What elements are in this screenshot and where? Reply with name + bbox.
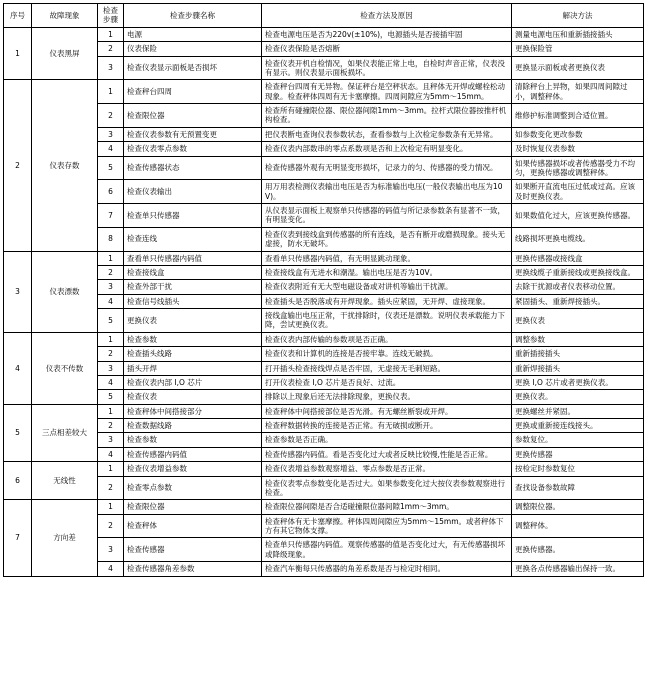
cell-step-name: 检查传感器角差参数 [124,562,262,576]
table-row [4,294,644,308]
cell-step-number: 5 [98,390,124,404]
cell-solution: 更换线缆子重新接线或更换接线盒。 [512,265,644,279]
row-group-fault: 无线性 [32,462,98,500]
table-row [4,80,644,104]
cell-solution: 维修护标准调整到合适位置。 [512,104,644,128]
col-header-fault: 故障现象 [32,4,98,28]
table-row [4,127,644,141]
cell-step-name: 查看单只传感器内码值 [124,251,262,265]
cell-step-name: 检查秤台四周 [124,80,262,104]
cell-check-method: 检查秤体有无卡塞摩擦。秤体四周间隙应为5mm～15mm。或者秤体下方有其它物体支撑。 [262,514,512,538]
row-group-fault: 三点相差较大 [32,404,98,462]
cell-check-method: 检查接线盒有无进水和潮湿。输出电压是否为10V。 [262,265,512,279]
row-group-fault: 方向差 [32,500,98,576]
cell-step-number: 2 [98,42,124,56]
col-header-solution: 解决方法 [512,4,644,28]
cell-solution: 如果数值化过大，应该更换传感器。 [512,204,644,228]
table-row [4,56,644,80]
cell-step-name: 检查零点参数 [124,476,262,500]
cell-step-name: 检查秤体 [124,514,262,538]
cell-step-name: 检查仪表输出 [124,180,262,204]
table-row [4,462,644,476]
cell-step-name: 检查秤体中间搭接部分 [124,404,262,418]
table-row [4,227,644,251]
cell-check-method: 检查插头是否脱落或有开焊现象。插头应紧固，无开焊、虚接现象。 [262,294,512,308]
cell-check-method: 检查仪表内部传输的参数项是否正确。 [262,332,512,346]
cell-check-method: 检查电源电压是否为220v(±10%)，电源插头是否接插牢固 [262,27,512,41]
cell-solution: 更换或重新接连线接头。 [512,419,644,433]
cell-solution: 清除秤台上异物，如果四周间隙过小，调整秤体。 [512,80,644,104]
cell-solution: 如参数变化更改参数 [512,127,644,141]
row-group-fault: 仪表存数 [32,80,98,251]
table-row [4,27,644,41]
cell-step-name: 检查仪表参数有无预置变更 [124,127,262,141]
cell-step-number: 4 [98,562,124,576]
cell-step-number: 1 [98,404,124,418]
cell-solution: 按检定时参数复位 [512,462,644,476]
cell-check-method: 检查限位器间隙是否合适碰撞限位器间隙1mm～3mm。 [262,500,512,514]
table-header [4,4,644,28]
cell-step-name: 检查插头线路 [124,347,262,361]
cell-check-method: 检查参数是否正确。 [262,433,512,447]
row-group-no: 5 [4,404,32,462]
cell-solution: 紧固插头、重新焊接插头。 [512,294,644,308]
cell-step-name: 检查数据线路 [124,419,262,433]
cell-step-name: 检查仪表增益参数 [124,462,262,476]
cell-check-method: 检查仪表和计算机的连接是否接牢靠。连线无破损。 [262,347,512,361]
cell-step-number: 5 [98,156,124,180]
cell-step-number: 2 [98,514,124,538]
col-header-no: 序号 [4,4,32,28]
cell-check-method: 检查汽车衡每只传感器的角差系数是否与检定时相同。 [262,562,512,576]
col-header-method: 检查方法及原因 [262,4,512,28]
row-group-no: 1 [4,27,32,80]
cell-check-method: 检查传感器内码值。看是否变化过大或者反映比较慢,性能是否正常。 [262,447,512,461]
cell-check-method: 检查仪表到接线盒到传感器的所有连线，是否有断开或磨损现象。接头无虚接，防水无破坏。 [262,227,512,251]
table-row [4,265,644,279]
table-row [4,42,644,56]
cell-step-name: 检查连线 [124,227,262,251]
cell-step-name: 检查仪表 [124,390,262,404]
row-group-fault: 仪表不传数 [32,332,98,404]
cell-solution: 线路损坏更换电缆线。 [512,227,644,251]
cell-solution: 更换 I,O 芯片或者更换仪表。 [512,375,644,389]
cell-step-name: 检查信号线插头 [124,294,262,308]
cell-check-method: 把仪表断电查询仪表参数状态，查看参数与上次检定参数条有无异常。 [262,127,512,141]
row-group-no: 2 [4,80,32,251]
cell-step-name: 检查单只传感器 [124,204,262,228]
cell-solution: 如果断开直流电压过低或过高。应该及时更换仪表。 [512,180,644,204]
cell-step-name: 检查限位器 [124,104,262,128]
cell-step-number: 3 [98,538,124,562]
cell-step-name: 检查仪表零点参数 [124,142,262,156]
cell-solution: 如果传感器损坏或者传感器受力不均匀，更换传感器或调整秤体。 [512,156,644,180]
cell-step-number: 2 [98,265,124,279]
cell-step-number: 4 [98,447,124,461]
cell-step-number: 4 [98,294,124,308]
cell-check-method: 检查仪表保险是否熔断 [262,42,512,56]
cell-solution: 及时恢复仪表参数 [512,142,644,156]
cell-solution: 去除干扰源或者仪表移动位置。 [512,280,644,294]
row-group-fault: 仪表漂数 [32,251,98,332]
cell-check-method: 用万用表检测仪表输出电压是否为标准输出电压(一般仪表输出电压为10V)。 [262,180,512,204]
cell-check-method: 检查仪表增益参数观察增益、零点参数是否正常。 [262,462,512,476]
cell-step-name: 检查传感器内码值 [124,447,262,461]
cell-step-name: 检查外部干扰 [124,280,262,294]
table-row [4,204,644,228]
cell-step-name: 更换仪表 [124,309,262,333]
table-row [4,375,644,389]
cell-step-number: 6 [98,180,124,204]
cell-check-method: 检查传感器外观有无明显变形损坏，记录力的匀、传感器的受力情况。 [262,156,512,180]
table-row [4,104,644,128]
cell-step-number: 2 [98,476,124,500]
row-group-fault: 仪表黑屏 [32,27,98,80]
cell-solution: 更换显示面板或者更换仪表 [512,56,644,80]
table-row [4,156,644,180]
table-row [4,562,644,576]
cell-step-number: 2 [98,419,124,433]
table-row [4,500,644,514]
cell-check-method: 检查秤数据转换的连接是否正常。有无破损或断开。 [262,419,512,433]
table-row [4,142,644,156]
cell-check-method: 检查仪表开机自检情况，如果仪表能正常上电，自检时声音正常，仪表没有显示。则仪表显示面板损坏。 [262,56,512,80]
fault-diagnosis-table [3,3,644,577]
table-row [4,280,644,294]
row-group-no: 3 [4,251,32,332]
cell-step-number: 1 [98,332,124,346]
row-group-no: 6 [4,462,32,500]
cell-check-method: 检查仪表附近有无大型电磁设备或对讲机等输出干扰源。 [262,280,512,294]
cell-step-name: 检查仪表内部 I,O 芯片 [124,375,262,389]
cell-check-method: 检查秤体中间搭接部位是否光滑。有无螺丝断裂或开焊。 [262,404,512,418]
cell-check-method: 检查仪表内部数串的零点系数项是否和上次检定有明显变化。 [262,142,512,156]
cell-check-method: 检查所有碰撞限位器、限位器间隙1mm～3mm。拉杆式限位器按推杆机构检查。 [262,104,512,128]
cell-check-method: 从仪表显示面板上观察单只传感器的码值与所记录参数条有显著不一致，有明显变化。 [262,204,512,228]
cell-check-method: 检查单只传感器内码值。观察传感器的值是否变化过大，有无传感器损坏或降级现象。 [262,538,512,562]
table-row [4,251,644,265]
cell-step-number: 2 [98,347,124,361]
cell-check-method: 排除以上现象后还无法排除现象，更换仪表。 [262,390,512,404]
cell-check-method: 检查仪表零点参数变化是否过大。如果参数变化过大按仪表参数观察进行检查。 [262,476,512,500]
cell-solution: 更换螺丝并紧固。 [512,404,644,418]
cell-step-name: 仪表保险 [124,42,262,56]
cell-step-name: 检查限位器 [124,500,262,514]
col-header-step-name: 检查步骤名称 [124,4,262,28]
col-header-step: 检查步骤 [98,4,124,28]
cell-step-name: 检查传感器状态 [124,156,262,180]
table-row [4,404,644,418]
cell-check-method: 打开仪表检查 I,O 芯片是否良好、过流。 [262,375,512,389]
cell-solution: 查找设备参数故障 [512,476,644,500]
cell-step-name: 检查接线盒 [124,265,262,279]
cell-step-number: 3 [98,433,124,447]
cell-solution: 测量电源电压和重新插接插头 [512,27,644,41]
cell-step-number: 3 [98,127,124,141]
cell-solution: 更换各点传感器输出保持一致。 [512,562,644,576]
cell-step-number: 2 [98,104,124,128]
table-row [4,433,644,447]
table-row [4,347,644,361]
table-row [4,538,644,562]
table-row [4,514,644,538]
cell-step-name: 检查参数 [124,332,262,346]
table-row [4,361,644,375]
cell-solution: 调整秤体。 [512,514,644,538]
row-group-no: 4 [4,332,32,404]
cell-step-number: 1 [98,462,124,476]
table-row [4,332,644,346]
table-header-row [4,4,644,28]
cell-solution: 更换仪表 [512,309,644,333]
row-group-no: 7 [4,500,32,576]
cell-step-number: 7 [98,204,124,228]
cell-step-number: 3 [98,361,124,375]
cell-step-number: 8 [98,227,124,251]
cell-step-name: 检查参数 [124,433,262,447]
cell-check-method: 检查秤台四周有无异物。保证秤台是空秤状态。且秤体无开焊或螺栓松动现象。检查秤体四周有无卡塞摩擦。四周间隙应为5mm～15mm。 [262,80,512,104]
table-body [4,27,644,576]
table-row [4,309,644,333]
cell-solution: 调整参数 [512,332,644,346]
cell-step-number: 1 [98,500,124,514]
cell-check-method: 打开插头检查接线焊点是否牢固，无虚接无毛刺短路。 [262,361,512,375]
table-row [4,476,644,500]
cell-solution: 重新插接插头 [512,347,644,361]
cell-solution: 更换传感器。 [512,538,644,562]
cell-check-method: 接线盒输出电压正常，干扰排除时，仪表还是漂数。说明仪表承载能力下降，尝试更换仪表。 [262,309,512,333]
cell-solution: 更换传感器或接线盒 [512,251,644,265]
cell-solution: 调整限位器。 [512,500,644,514]
table-row [4,447,644,461]
cell-step-number: 1 [98,80,124,104]
cell-solution: 重新焊接插头 [512,361,644,375]
cell-step-number: 3 [98,56,124,80]
table-row [4,419,644,433]
cell-solution: 更换保险管 [512,42,644,56]
table-row [4,390,644,404]
table-row [4,180,644,204]
cell-step-name: 检查传感器 [124,538,262,562]
cell-step-number: 5 [98,309,124,333]
cell-step-name: 检查仪表显示面板是否损坏 [124,56,262,80]
cell-step-number: 1 [98,251,124,265]
cell-step-number: 1 [98,27,124,41]
cell-step-number: 3 [98,280,124,294]
cell-solution: 更换传感器 [512,447,644,461]
cell-step-number: 4 [98,375,124,389]
cell-check-method: 查看单只传感器内码值，有无明显跳动现象。 [262,251,512,265]
cell-step-name: 电源 [124,27,262,41]
cell-step-name: 插头开焊 [124,361,262,375]
cell-solution: 参数复位。 [512,433,644,447]
cell-step-number: 4 [98,142,124,156]
cell-solution: 更换仪表。 [512,390,644,404]
